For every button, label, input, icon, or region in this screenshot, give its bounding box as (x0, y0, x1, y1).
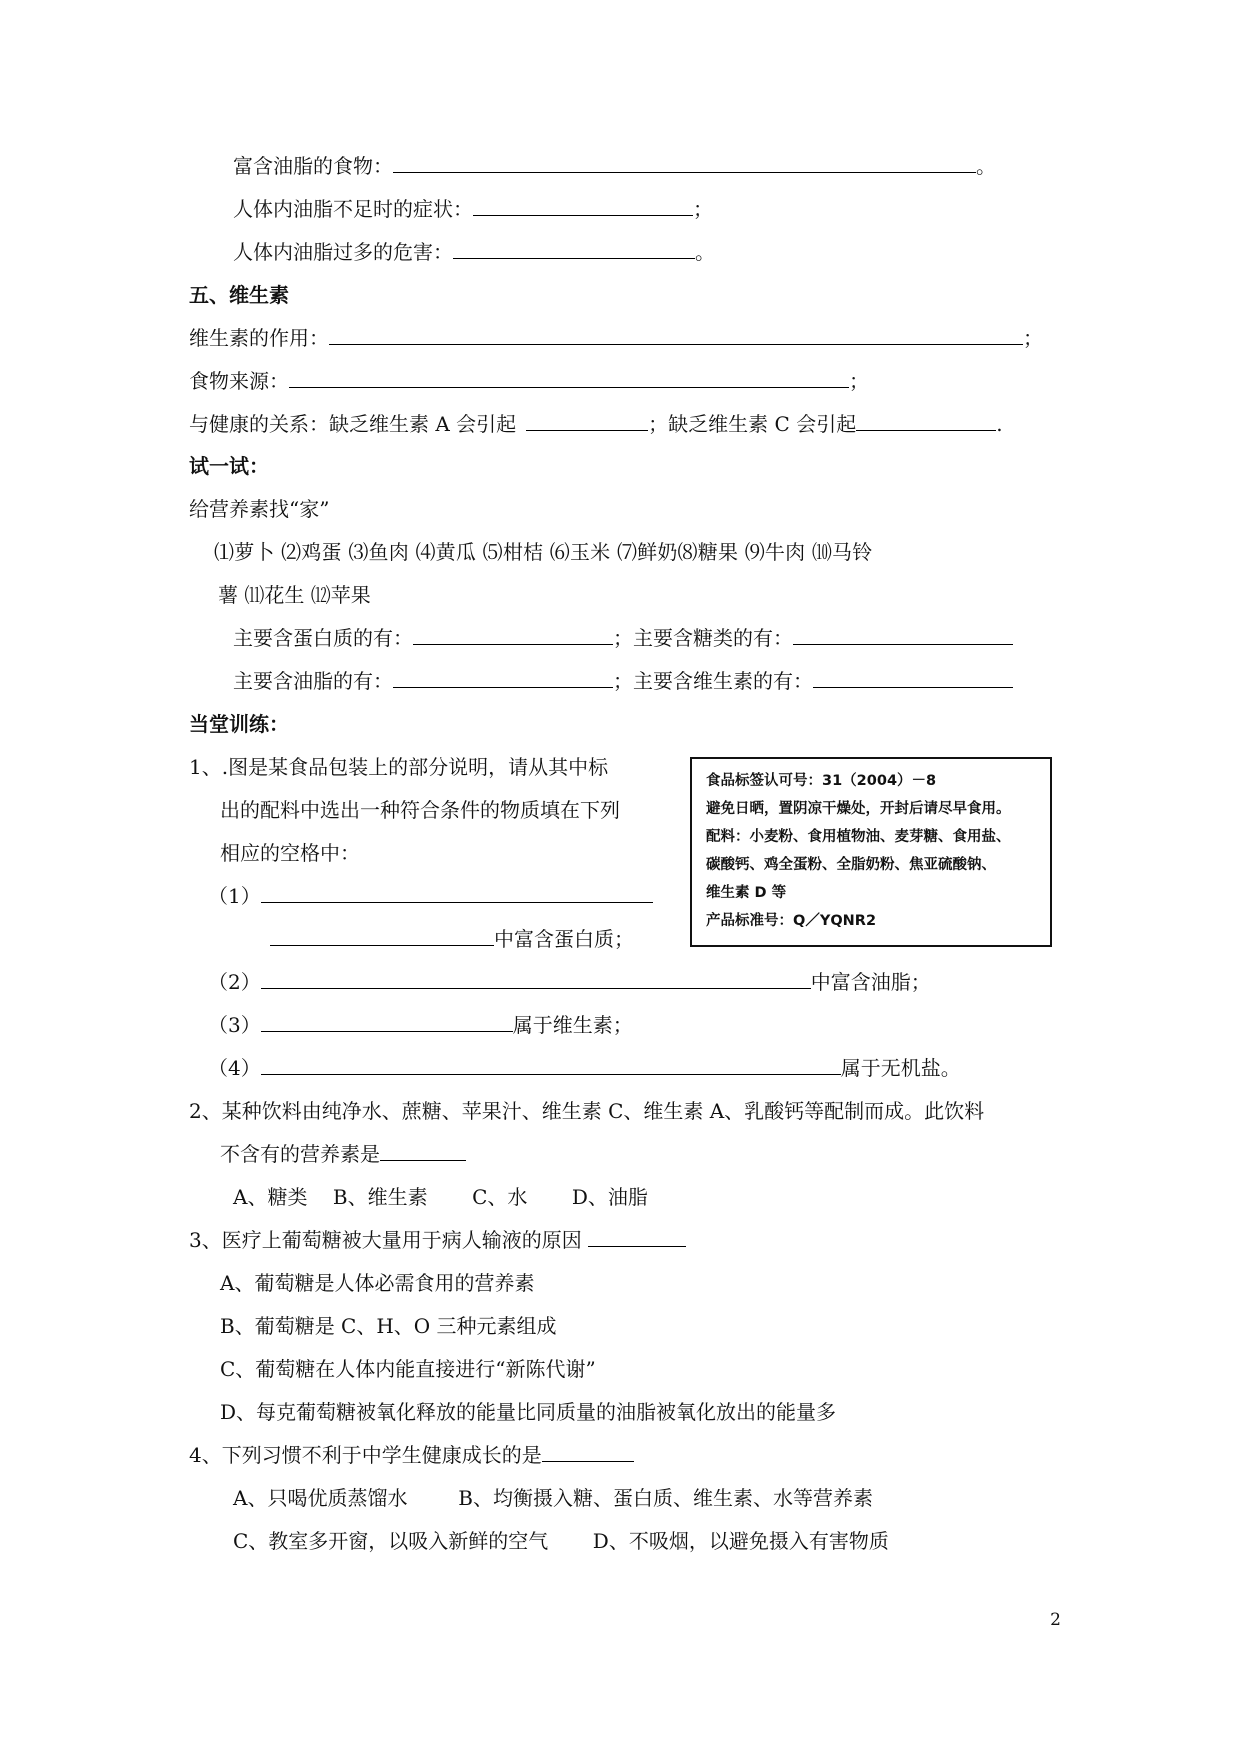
q1-part-2-suffix: 中富含油脂； (810, 970, 931, 994)
fat-excess-line (233, 238, 715, 266)
q3-stem: 3、医疗上葡萄糖被大量用于病人输液的原因 (189, 1228, 589, 1252)
q1-part-3 (208, 1011, 633, 1039)
q4-options-cd: C、教室多开窗，以吸入新鲜的空气 D、不吸烟，以避免摄入有害物质 (233, 1529, 889, 1553)
vitamin-health-line (189, 410, 1003, 438)
q1-part-3-suffix: 属于维生素； (512, 1013, 633, 1037)
q2-line-1: 2、某种饮料由纯净水、蔗糖、苹果汁、维生素 C、维生素 A、乳酸钙等配制而成。此饮料 (189, 1099, 985, 1123)
label-ingredients-1: 配料：小麦粉、食用植物油、麦芽糖、食用盐、 (706, 829, 1011, 845)
vitamin-c-label: ；缺乏维生素 C 会引起 (648, 412, 857, 436)
vitamin-label: ；主要含维生素的有： (613, 669, 813, 693)
q1-part-1-cont (270, 925, 634, 953)
label-storage: 避免日晒，置阴凉干燥处，开封后请尽早食用。 (706, 801, 1011, 817)
punct: . (996, 412, 1003, 436)
punct: ； (849, 369, 869, 393)
q4-answer-blank[interactable] (542, 1441, 634, 1462)
q4-stem-line (189, 1441, 634, 1469)
protein-sugar-line (233, 624, 1013, 652)
q1-part-1-suffix: 中富含蛋白质； (494, 927, 634, 951)
vitamin-role-blank[interactable] (329, 324, 1023, 345)
fat-excess-blank[interactable] (453, 238, 695, 259)
label-ingredients-3: 维生素 D 等 (706, 885, 787, 901)
q1-part-1-blank-a[interactable] (261, 882, 653, 903)
practice-title: 当堂训练： (189, 712, 289, 736)
q1-line-3: 相应的空格中： (220, 841, 360, 865)
q3-option-d: D、每克葡萄糖被氧化释放的能量比同质量的油脂被氧化放出的能量多 (220, 1400, 837, 1424)
q1-part-2-blank[interactable] (261, 968, 811, 989)
label-approval-number: 食品标签认可号：31（2004）－8 (706, 773, 937, 789)
vitamin-source-blank[interactable] (289, 367, 849, 388)
protein-label: 主要含蛋白质的有： (233, 626, 413, 650)
sugar-label: ；主要含糖类的有： (613, 626, 793, 650)
food-items-line-2: 薯 ⑾花生 ⑿苹果 (218, 583, 371, 607)
vitamin-source-label: 食物来源： (189, 369, 289, 393)
vitamin-source-line (189, 367, 869, 395)
try-intro: 给营养素找“家” (189, 497, 330, 521)
page-number: 2 (1050, 1610, 1061, 1630)
protein-blank[interactable] (413, 624, 613, 645)
sugar-blank[interactable] (793, 624, 1013, 645)
vitamin-section-title: 五、维生素 (189, 283, 289, 307)
vitamin-c-blank[interactable] (856, 410, 996, 431)
food-label-box (690, 757, 1052, 947)
fat-deficiency-label: 人体内油脂不足时的症状： (233, 197, 473, 221)
q1-part-2 (208, 968, 931, 996)
fat-foods-label: 富含油脂的食物： (233, 154, 393, 178)
fat-blank[interactable] (393, 667, 613, 688)
q3-option-a: A、葡萄糖是人体必需食用的营养素 (220, 1271, 535, 1295)
q1-part-2-number: （2） (208, 970, 261, 994)
fat-foods-line (233, 152, 996, 180)
q1-part-4 (208, 1054, 961, 1082)
q1-part-1-blank-b[interactable] (270, 925, 494, 946)
q2-stem: 不含有的营养素是 (220, 1142, 380, 1166)
label-standard: 产品标准号：Q／YQNR2 (706, 913, 877, 929)
q3-answer-blank[interactable] (588, 1226, 686, 1247)
punct: ； (693, 197, 713, 221)
q2-line-2 (220, 1140, 466, 1168)
q1-part-3-number: （3） (208, 1013, 261, 1037)
q1-part-3-blank[interactable] (261, 1011, 513, 1032)
q1-part-4-number: （4） (208, 1056, 261, 1080)
vitamin-a-blank[interactable] (526, 410, 648, 431)
vitamin-blank[interactable] (813, 667, 1013, 688)
fat-vitamin-line (233, 667, 1013, 695)
fat-label: 主要含油脂的有： (233, 669, 393, 693)
label-ingredients-2: 碳酸钙、鸡全蛋粉、全脂奶粉、焦亚硫酸钠、 (706, 857, 996, 873)
vitamin-role-label: 维生素的作用： (189, 326, 329, 350)
vitamin-a-label: 与健康的关系：缺乏维生素 A 会引起 (189, 412, 517, 436)
q2-answer-blank[interactable] (380, 1140, 466, 1161)
q4-options-ab: A、只喝优质蒸馏水 B、均衡摄入糖、蛋白质、维生素、水等营养素 (233, 1486, 873, 1510)
q1-part-4-blank[interactable] (261, 1054, 841, 1075)
try-title: 试一试： (189, 454, 269, 478)
q3-option-c: C、葡萄糖在人体内能直接进行“新陈代谢” (220, 1357, 596, 1381)
fat-foods-blank[interactable] (393, 152, 976, 173)
q4-stem: 4、下列习惯不利于中学生健康成长的是 (189, 1443, 542, 1467)
q1-part-1-number: （1） (208, 884, 261, 908)
fat-excess-label: 人体内油脂过多的危害： (233, 240, 453, 264)
q1-line-1: 1、.图是某食品包装上的部分说明，请从其中标 (189, 755, 609, 779)
q1-line-2: 出的配料中选出一种符合条件的物质填在下列 (220, 798, 620, 822)
vitamin-role-line (189, 324, 1043, 352)
q1-part-1 (208, 882, 653, 910)
q3-stem-line (189, 1226, 686, 1254)
q1-part-4-suffix: 属于无机盐。 (840, 1056, 961, 1080)
q3-option-b: B、葡萄糖是 C、H、O 三种元素组成 (220, 1314, 557, 1338)
q2-options: A、糖类 B、维生素 C、水 D、油脂 (233, 1185, 648, 1209)
punct: ； (1023, 326, 1043, 350)
fat-deficiency-line (233, 195, 713, 223)
punct: 。 (695, 240, 715, 264)
fat-deficiency-blank[interactable] (473, 195, 693, 216)
punct: 。 (976, 154, 996, 178)
food-items-line-1: ⑴萝卜 ⑵鸡蛋 ⑶鱼肉 ⑷黄瓜 ⑸柑桔 ⑹玉米 ⑺鲜奶⑻糖果 ⑼牛肉 ⑽马铃 (214, 540, 873, 564)
